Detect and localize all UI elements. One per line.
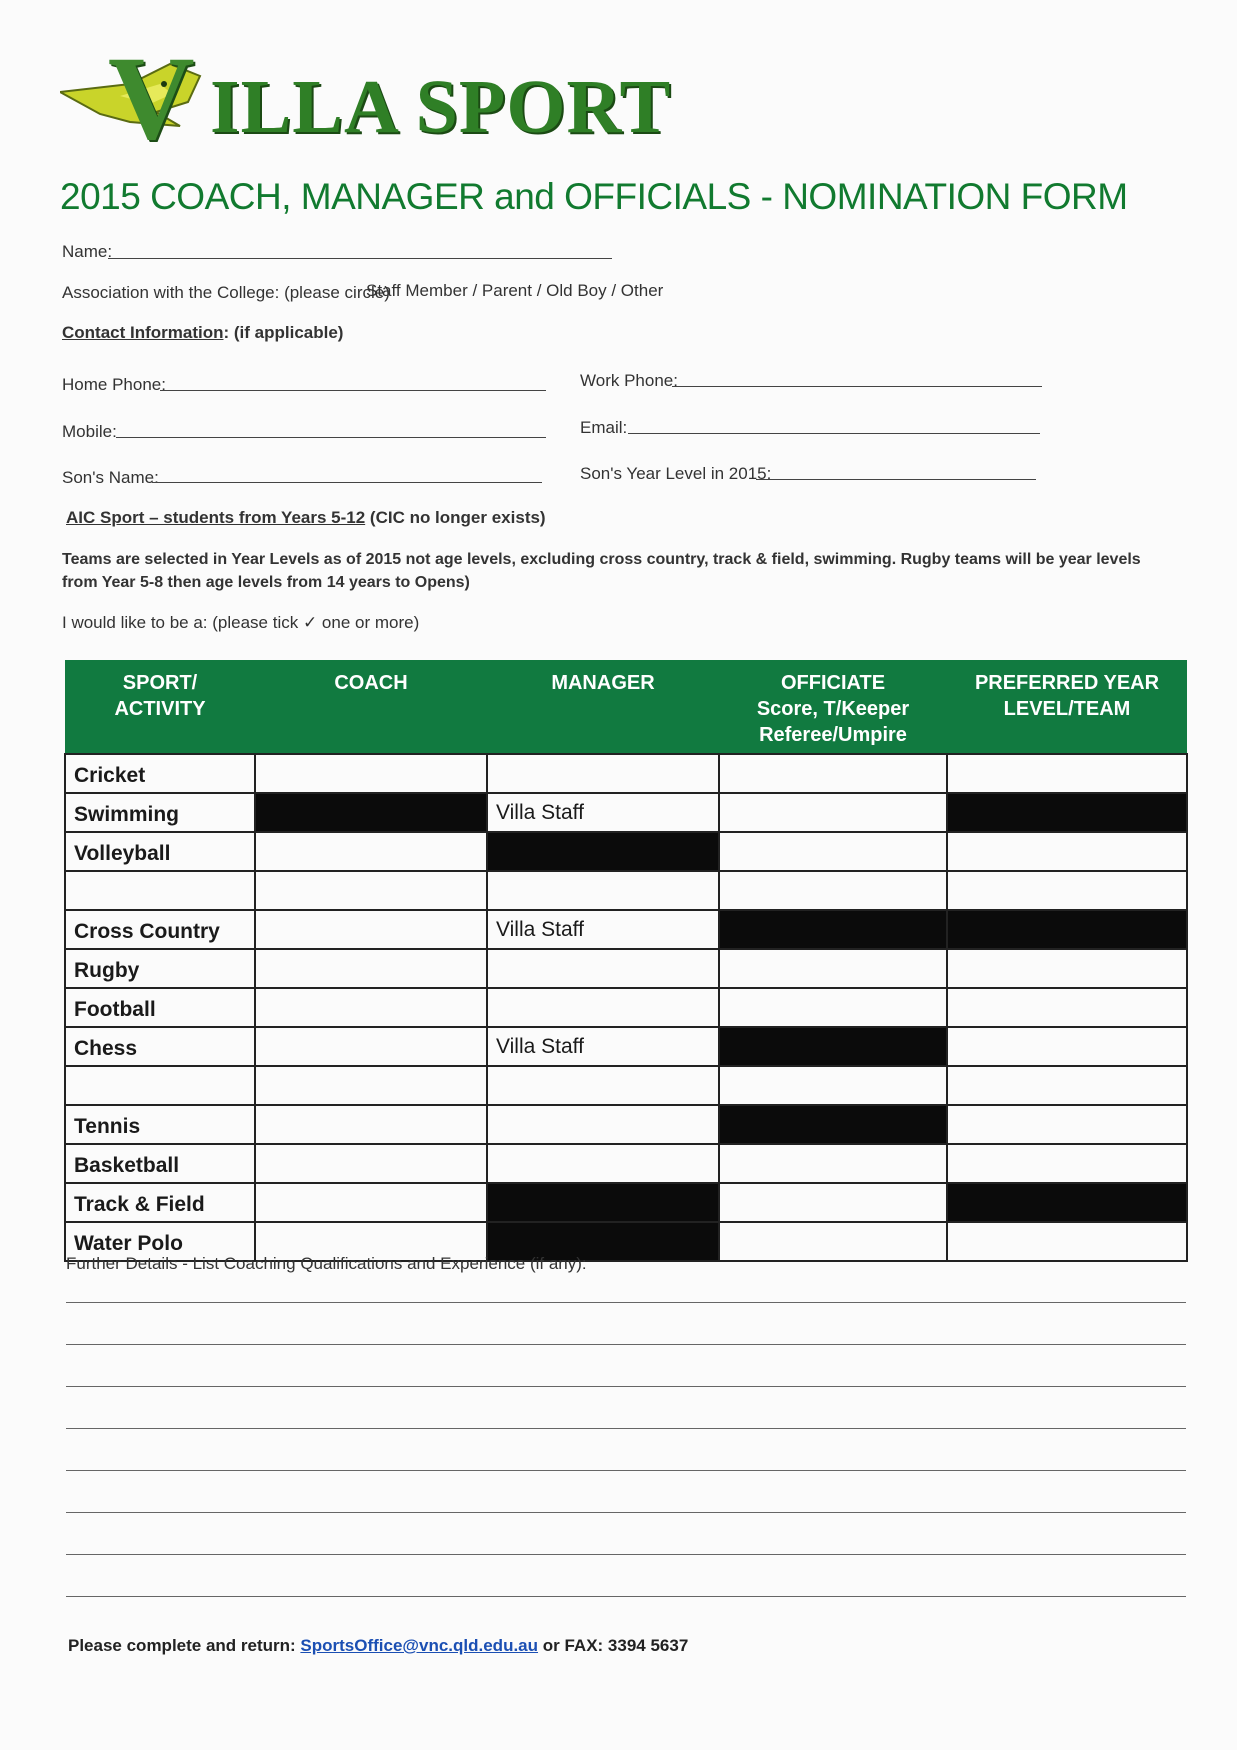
sport-cell: Cricket <box>65 754 255 793</box>
coach-cell[interactable] <box>255 988 487 1027</box>
ruled-line[interactable] <box>66 1344 1186 1345</box>
ruled-line[interactable] <box>66 1512 1186 1513</box>
sons-name-label: Son's Name: <box>62 468 159 487</box>
officiate-cell[interactable] <box>719 988 947 1027</box>
manager-cell[interactable] <box>487 1105 719 1144</box>
sport-cell: Swimming <box>65 793 255 832</box>
coach-cell[interactable] <box>255 1144 487 1183</box>
footer-email-link[interactable]: SportsOffice@vnc.qld.edu.au <box>300 1636 539 1655</box>
sport-cell <box>65 871 255 910</box>
manager-cell[interactable] <box>487 754 719 793</box>
table-row <box>65 1066 1187 1105</box>
sons-name-field[interactable] <box>152 482 542 483</box>
preferred-cell[interactable] <box>947 1144 1187 1183</box>
manager-cell[interactable] <box>487 871 719 910</box>
work-phone-label: Work Phone: <box>580 371 678 390</box>
table-header-row <box>65 660 1187 754</box>
manager-cell[interactable]: Villa Staff <box>487 910 719 949</box>
aic-heading-text: AIC Sport – students from Years 5-12 <box>66 508 366 527</box>
name-field[interactable] <box>108 258 612 259</box>
villa-sport-logo <box>60 31 672 164</box>
table-row <box>65 832 1187 871</box>
manager-cell[interactable] <box>487 1066 719 1105</box>
ruled-line[interactable] <box>66 1470 1186 1471</box>
coach-cell[interactable] <box>255 871 487 910</box>
sport-cell <box>65 1066 255 1105</box>
contact-heading <box>62 323 343 343</box>
table-row <box>65 1183 1187 1222</box>
sport-cell: Chess <box>65 1027 255 1066</box>
footer <box>68 1636 688 1656</box>
coach-cell[interactable] <box>255 1183 487 1222</box>
further-details-label: Further Details - List Coaching Qualifications and Experience (if any): <box>66 1254 587 1273</box>
preferred-cell-blocked <box>947 793 1187 832</box>
ruled-line[interactable] <box>66 1554 1186 1555</box>
officiate-cell-blocked <box>719 1105 947 1144</box>
sport-cell: Rugby <box>65 949 255 988</box>
mobile-label: Mobile: <box>62 422 117 441</box>
sport-cell: Track & Field <box>65 1183 255 1222</box>
table-row <box>65 1144 1187 1183</box>
preferred-cell[interactable] <box>947 949 1187 988</box>
header-coach: COACH <box>255 660 487 754</box>
footer-suffix: or FAX: 3394 5637 <box>538 1636 689 1655</box>
footer-prefix: Please complete and return: <box>68 1636 301 1655</box>
manager-cell[interactable]: Villa Staff <box>487 793 719 832</box>
email-label: Email: <box>580 418 628 437</box>
sons-year-label: Son's Year Level in 2015: <box>580 464 772 483</box>
sport-cell: Basketball <box>65 1144 255 1183</box>
table-row <box>65 949 1187 988</box>
table-row <box>65 793 1187 832</box>
officiate-cell[interactable] <box>719 754 947 793</box>
header-preferred: PREFERRED YEAR LEVEL/TEAM <box>947 660 1187 754</box>
officiate-cell[interactable] <box>719 1144 947 1183</box>
ruled-line[interactable] <box>66 1596 1186 1597</box>
sport-cell: Water Polo <box>65 1222 255 1261</box>
sport-cell: Football <box>65 988 255 1027</box>
coach-cell[interactable] <box>255 1066 487 1105</box>
preferred-cell[interactable] <box>947 754 1187 793</box>
manager-cell[interactable] <box>487 1144 719 1183</box>
preferred-cell[interactable] <box>947 1027 1187 1066</box>
table-row <box>65 988 1187 1027</box>
contact-heading-suffix: : (if applicable) <box>223 323 344 342</box>
ruled-line[interactable] <box>66 1428 1186 1429</box>
coach-cell-blocked <box>255 793 487 832</box>
manager-cell-blocked <box>487 1183 719 1222</box>
ruled-line[interactable] <box>66 1386 1186 1387</box>
table-row <box>65 910 1187 949</box>
sport-cell: Volleyball <box>65 832 255 871</box>
officiate-cell-blocked <box>719 1027 947 1066</box>
work-phone-field[interactable] <box>672 386 1042 387</box>
table-body <box>65 754 1187 1261</box>
officiate-cell[interactable] <box>719 949 947 988</box>
home-phone-field[interactable] <box>160 390 546 391</box>
page-title: 2015 COACH, MANAGER and OFFICIALS - NOMINATION FORM <box>60 176 1128 217</box>
officiate-cell[interactable] <box>719 1183 947 1222</box>
logo-text: ILLA SPORT <box>210 65 672 149</box>
coach-cell[interactable] <box>255 754 487 793</box>
preferred-cell[interactable] <box>947 1066 1187 1105</box>
preferred-cell[interactable] <box>947 1222 1187 1261</box>
sport-cell: Cross Country <box>65 910 255 949</box>
coach-cell[interactable] <box>255 832 487 871</box>
table-row <box>65 871 1187 910</box>
preferred-cell[interactable] <box>947 871 1187 910</box>
coach-cell[interactable] <box>255 1027 487 1066</box>
mobile-field[interactable] <box>116 437 546 438</box>
preferred-cell-blocked <box>947 910 1187 949</box>
name-label: Name: <box>62 242 113 261</box>
preferred-cell[interactable] <box>947 832 1187 871</box>
officiate-cell[interactable] <box>719 1222 947 1261</box>
header-manager: MANAGER <box>487 660 719 754</box>
preferred-cell-blocked <box>947 1183 1187 1222</box>
officiate-cell[interactable] <box>719 793 947 832</box>
ruled-line[interactable] <box>66 1302 1186 1303</box>
preferred-cell[interactable] <box>947 988 1187 1027</box>
home-phone-label: Home Phone: <box>62 375 166 394</box>
table-row <box>65 1105 1187 1144</box>
preferred-cell[interactable] <box>947 1105 1187 1144</box>
table-row <box>65 754 1187 793</box>
sons-year-field[interactable] <box>756 479 1036 480</box>
logo-v-letter: V <box>108 31 195 164</box>
officiate-cell[interactable] <box>719 871 947 910</box>
nomination-table <box>64 660 1188 1262</box>
tick-prompt: I would like to be a: (please tick ✓ one or more) <box>62 613 420 632</box>
coach-cell[interactable] <box>255 949 487 988</box>
teams-note: Teams are selected in Year Levels as of 2015 not age levels, excluding cross country, track & field, swimming. Rugby teams will be year levels from Year 5-8 then age levels from 14 years to Opens) <box>62 551 1141 591</box>
manager-cell[interactable] <box>487 949 719 988</box>
association-label: Association with the College: (please circle) <box>62 283 390 302</box>
sport-cell: Tennis <box>65 1105 255 1144</box>
email-field[interactable] <box>628 433 1040 434</box>
header-sport: SPORT/ ACTIVITY <box>65 660 255 754</box>
officiate-cell[interactable] <box>719 1066 947 1105</box>
aic-note: (CIC no longer exists) <box>369 508 546 527</box>
officiate-cell[interactable] <box>719 832 947 871</box>
header-officiate: OFFICIATE Score, T/Keeper Referee/Umpire <box>719 660 947 754</box>
manager-cell[interactable] <box>487 988 719 1027</box>
coach-cell[interactable] <box>255 910 487 949</box>
officiate-cell-blocked <box>719 910 947 949</box>
table-row <box>65 1027 1187 1066</box>
manager-cell[interactable]: Villa Staff <box>487 1027 719 1066</box>
coach-cell[interactable] <box>255 1105 487 1144</box>
contact-heading-text: Contact Information <box>62 323 224 342</box>
manager-cell-blocked <box>487 832 719 871</box>
aic-heading <box>66 508 546 528</box>
association-options[interactable]: Staff Member / Parent / Old Boy / Other <box>366 281 664 300</box>
